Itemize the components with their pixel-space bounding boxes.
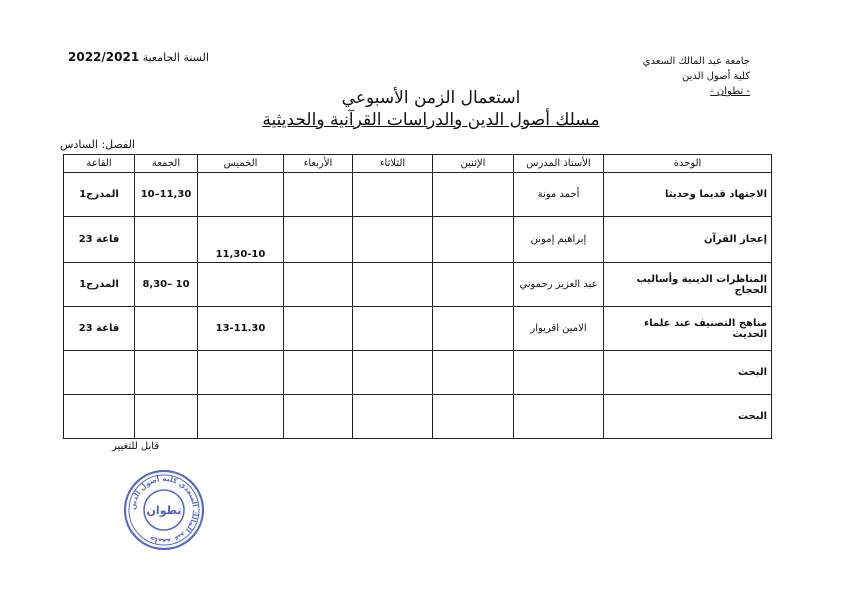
cell-room xyxy=(64,351,135,395)
table-row xyxy=(64,351,772,395)
cell-room: قاعة 23 xyxy=(64,217,135,263)
cell-tuesday xyxy=(353,173,433,217)
cell-unit: مناهج التصنيف عند علماء الحديث xyxy=(604,307,772,351)
cell-professor xyxy=(514,351,604,395)
academic-year-value: 2022/2021 xyxy=(68,50,140,64)
faculty-name: كلية أصول الدين xyxy=(682,71,750,82)
city-name: - تطوان - xyxy=(710,86,750,97)
cell-wednesday xyxy=(284,217,353,263)
cell-tuesday xyxy=(353,307,433,351)
cell-monday xyxy=(433,307,514,351)
table-row xyxy=(64,217,772,263)
subject-to-change-note: قابل للتغيير xyxy=(112,441,160,452)
col-header-thursday: الخميس xyxy=(198,155,284,173)
cell-room: المدرج1 xyxy=(64,263,135,307)
cell-professor: إبراهيم إمونن xyxy=(514,217,604,263)
table-header-row xyxy=(64,155,772,173)
cell-tuesday xyxy=(353,217,433,263)
cell-professor: عبد العزيز رحموني xyxy=(514,263,604,307)
page-subtitle xyxy=(0,110,862,130)
table-row xyxy=(64,307,772,351)
table-row xyxy=(64,395,772,439)
cell-unit: البحث xyxy=(604,395,772,439)
university-name: جامعة عبد المالك السعدي xyxy=(642,56,750,67)
cell-wednesday xyxy=(284,307,353,351)
cell-thursday xyxy=(198,395,284,439)
cell-tuesday xyxy=(353,351,433,395)
svg-text:تطوان: تطوان xyxy=(146,504,182,517)
cell-professor xyxy=(514,395,604,439)
cell-thursday xyxy=(198,351,284,395)
cell-friday: 11,30–10 xyxy=(135,173,198,217)
cell-room xyxy=(64,395,135,439)
cell-wednesday xyxy=(284,395,353,439)
svg-text:جامعة عبد المالك السعدي كلية أ: جامعة عبد المالك السعدي كلية أصول الدين xyxy=(127,473,201,547)
col-header-monday: الإثنين xyxy=(433,155,514,173)
cell-thursday: 13-11.30 xyxy=(198,307,284,351)
cell-wednesday xyxy=(284,263,353,307)
program-name: مسلك أصول الدين والدراسات القرآنية والحديثية xyxy=(262,110,600,130)
schedule-table xyxy=(63,154,772,439)
cell-tuesday xyxy=(353,263,433,307)
cell-unit: البحث xyxy=(604,351,772,395)
cell-professor: الامين اقريوار xyxy=(514,307,604,351)
cell-friday: 10 –8,30 xyxy=(135,263,198,307)
cell-friday xyxy=(135,351,198,395)
cell-room: قاعة 23 xyxy=(64,307,135,351)
official-stamp xyxy=(122,468,206,552)
academic-year xyxy=(68,50,209,64)
cell-friday xyxy=(135,217,198,263)
cell-unit: إعجاز القرآن xyxy=(604,217,772,263)
cell-thursday xyxy=(198,263,284,307)
page-title: استعمال الزمن الأسبوعي xyxy=(341,88,521,108)
cell-monday xyxy=(433,263,514,307)
col-header-friday: الجمعة xyxy=(135,155,198,173)
cell-unit: الاجتهاد قديما وحديثا xyxy=(604,173,772,217)
stamp-seal-icon xyxy=(122,468,206,552)
cell-monday xyxy=(433,217,514,263)
col-header-wednesday: الأربعاء xyxy=(284,155,353,173)
academic-year-label: السنة الجامعية xyxy=(142,51,209,64)
col-header-room: القاعة xyxy=(64,155,135,173)
col-header-unit: الوحدة xyxy=(604,155,772,173)
cell-monday xyxy=(433,351,514,395)
col-header-tuesday: الثلاثاء xyxy=(353,155,433,173)
table-row xyxy=(64,263,772,307)
cell-tuesday xyxy=(353,395,433,439)
cell-monday xyxy=(433,173,514,217)
cell-friday xyxy=(135,395,198,439)
cell-professor: أحمد مونة xyxy=(514,173,604,217)
col-header-professor: الأستاذ المدرس xyxy=(514,155,604,173)
cell-wednesday xyxy=(284,173,353,217)
cell-thursday xyxy=(198,173,284,217)
cell-monday xyxy=(433,395,514,439)
cell-unit: المناظرات الدينية وأساليب الحجاج xyxy=(604,263,772,307)
semester-label: الفصل: السادس xyxy=(60,138,135,151)
cell-wednesday xyxy=(284,351,353,395)
table-row xyxy=(64,173,772,217)
cell-thursday: 11,30-10 xyxy=(198,217,284,263)
cell-room: المدرج1 xyxy=(64,173,135,217)
cell-friday xyxy=(135,307,198,351)
